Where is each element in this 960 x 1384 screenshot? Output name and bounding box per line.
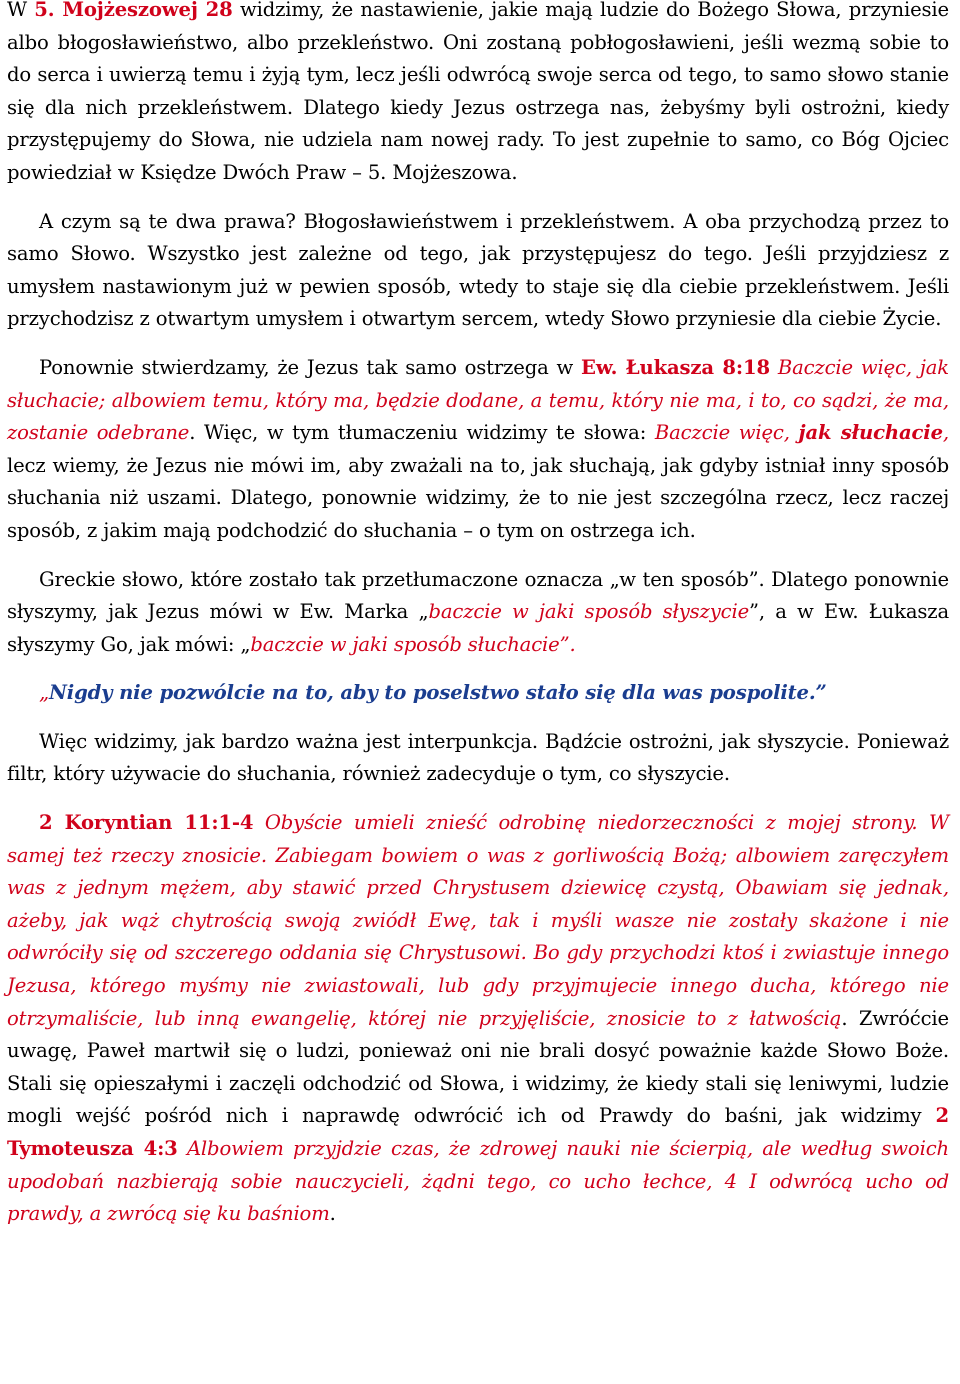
text-run (770, 356, 778, 379)
emphasis-quote: Nigdy nie pozwólcie na to, aby to poselstwo stało się dla was pospolite.” (49, 681, 827, 705)
text-run: . (329, 1202, 336, 1226)
scripture-quote: , (942, 421, 949, 445)
scripture-reference: 5. Mojżeszowej 28 (34, 0, 233, 21)
text-run (253, 811, 265, 834)
text-run: Ponownie stwierdzamy, że Jezus tak samo ostrzega w (39, 355, 582, 379)
paragraph-5 (7, 677, 949, 710)
text-run: . Więc, w tym tłumaczeniu widzimy te słowa: (189, 421, 655, 445)
text-run: Więc widzimy, jak bardzo ważna jest interpunkcja. Bądźcie ostrożni, jak słyszycie. Ponieważ filtr, który używacie do słuchania, również zadecyduje o tym, co słyszycie. (7, 729, 949, 786)
scripture-quote: Obyście umieli znieść odrobinę niedorzeczności z mojej strony. W samej też rzeczy znosicie. Zabiegam bowiem o was z gorliwością Bożą; albowiem zaręczyłem was z jednym mężem, aby stawić przed Chrystusem dziewicę czystą, Obawiam się jednak, ażeby, jak wąż chytrością swoją zwiódł Ewę, tak i myśli wasze nie zostały skażone i nie odwróciły się od szczerego oddania się Chrystusowi. Bo gdy przychodzi ktoś i zwiastuje innego Jezusa, którego myśmy nie zwiastowali, lub gdy przyjmujecie innego ducha, którego nie otrzymaliście, lub inną ewangelię, której nie przyjęliście, znosicie to z łatwością (7, 811, 949, 1030)
scripture-quote: Baczcie więc, (654, 421, 799, 445)
paragraph-3 (7, 352, 949, 548)
text-run: lecz wiemy, że Jezus nie mówi im, aby zważali na to, jak słuchają, jak gdyby istniał inny sposób słuchania niż uszami. Dlatego, ponownie widzimy, że to nie jest szczególna rzecz, lecz raczej sposób, z jakim mają podchodzić do słuchania – o tym on ostrzega ich. (7, 453, 949, 542)
scripture-quote: baczcie w jaki sposób słyszycie (428, 600, 750, 624)
text-run: ”, a w Ew. Łukasza słyszymy Go, jak mówi: „ (7, 600, 949, 656)
paragraph-7 (7, 807, 949, 1231)
text-run: widzimy, że nastawienie, jakie mają ludzie do Bożego Słowa, przyniesie albo błogosławieństwo, albo przekleństwo. Oni zostaną pobłogosławieni, jeśli wezmą sobie to do serca i uwierzą temu i żyją tym, lecz jeśli odwrócą swoje serca od tego, to samo słowo stanie się dla nich przekleństwem. Dlatego kiedy Jezus ostrzega nas, żebyśmy byli ostrożni, kiedy przystępujemy do Słowa, nie udziela nam nowej rady. To jest zupełnie to samo, co Bóg Ojciec powiedział w Księdze Dwóch Praw – 5. Mojżeszowa. (7, 0, 949, 184)
text-run: W (7, 0, 35, 21)
scripture-quote-emphasis: jak słuchacie (798, 421, 943, 445)
scripture-reference: 2 Tymoteusza 4:3 (7, 1104, 949, 1160)
paragraph-2 (7, 206, 949, 336)
paragraph-1 (7, 0, 949, 190)
scripture-quote: Baczcie więc, jak słuchacie; albowiem temu, który ma, będzie dodane, a temu, który nie ma, i to, co sądzi, że ma, zostanie odebrane (7, 355, 949, 445)
scripture-reference: 2 Koryntian 11:1-4 (39, 811, 254, 835)
text-run: A czym są te dwa prawa? Błogosławieństwem i przekleństwem. A oba przychodzą przez to samo Słowo. Wszystko jest zależne od tego, jak przystępujesz do tego. Jeśli przyjdziesz z umysłem nastawionym już w pewien sposób, wtedy to staje się dla ciebie przekleństwem. Jeśli przychodzisz z otwartym umysłem i otwartym sercem, wtedy Słowo przyniesie dla ciebie Życie. (7, 209, 949, 331)
scripture-reference: Ew. Łukasza 8:18 (581, 355, 770, 379)
text-run: . Zwróćcie uwagę, Paweł martwił się o ludzi, ponieważ oni nie brali dosyć poważnie każde Słowo Boże. Stali się opieszałymi i zaczęli odchodzić od Słowa, i widzimy, że kiedy stali się leniwymi, ludzie mogli wejść pośród nich i naprawdę odwrócić ich od Prawdy do baśni, jak widzimy (7, 1006, 949, 1128)
paragraph-4 (7, 564, 949, 662)
text-run (178, 1137, 187, 1160)
open-quote: „ (39, 681, 50, 705)
text-run: Greckie słowo, które zostało tak przetłumaczone oznacza „w ten sposób”. Dlatego ponownie słyszymy, jak Jezus mówi w Ew. Marka „ (7, 567, 949, 624)
paragraph-6 (7, 726, 949, 791)
scripture-quote: baczcie w jaki sposób słuchacie”. (250, 632, 576, 656)
scripture-quote: Albowiem przyjdzie czas, że zdrowej nauki nie ścierpią, ale według swoich upodobań nazbierają sobie nauczycieli, żądni tego, co ucho łechce, 4 I odwrócą ucho od prawdy, a zwrócą się ku baśniom (7, 1137, 949, 1226)
